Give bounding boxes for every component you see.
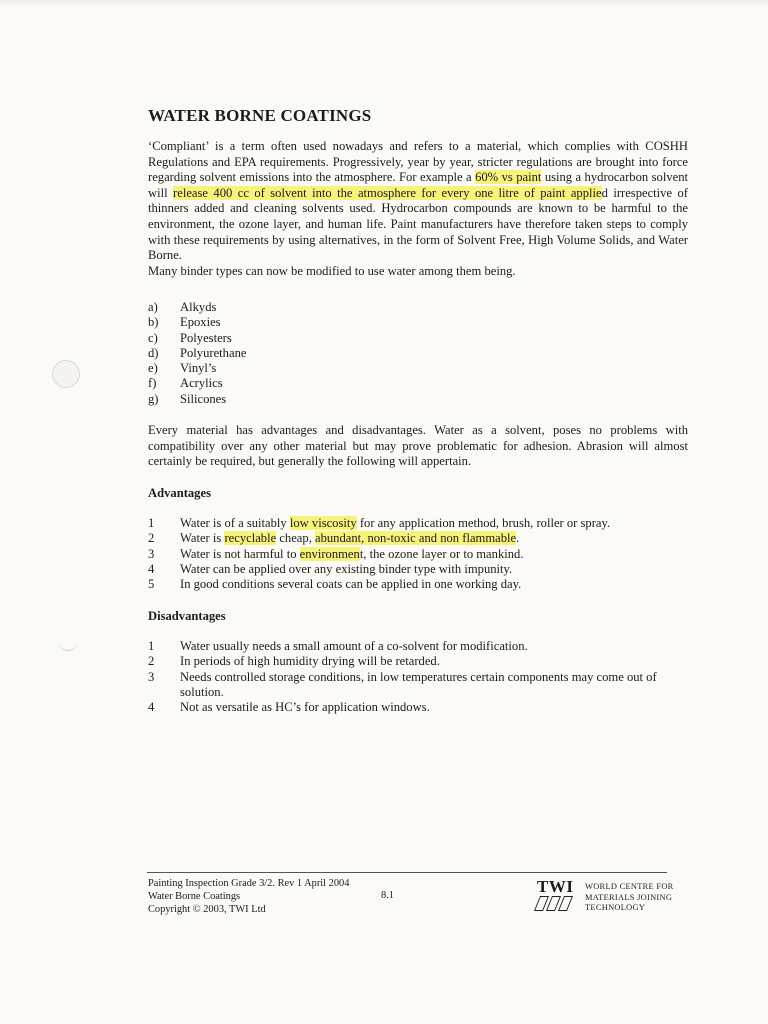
list-marker: g) bbox=[148, 391, 159, 406]
footer-rule bbox=[147, 872, 667, 873]
list-text: Alkyds bbox=[180, 300, 217, 314]
punch-hole bbox=[52, 360, 80, 388]
list-item bbox=[148, 300, 688, 315]
list-item bbox=[148, 562, 688, 577]
punch-hole-shadow bbox=[58, 630, 78, 651]
list-item bbox=[148, 376, 688, 391]
list-text: Water can be applied over any existing binder type with impunity. bbox=[180, 561, 513, 576]
list-text: Not as versatile as HC’s for application windows. bbox=[180, 700, 430, 715]
list-text: Epoxies bbox=[180, 315, 221, 330]
list-marker: e) bbox=[148, 361, 158, 376]
intro-paragraph bbox=[148, 139, 688, 279]
list-marker: a) bbox=[148, 300, 158, 314]
footer-section: Water Borne Coatings bbox=[148, 891, 241, 902]
list-item bbox=[148, 670, 688, 701]
intro-text: Many binder types can now be modified to use water among them being. bbox=[148, 263, 516, 278]
scan-edge bbox=[0, 0, 768, 6]
list-marker: b) bbox=[148, 315, 159, 330]
advantages-list bbox=[148, 516, 688, 592]
list-text: cheap, bbox=[276, 531, 315, 546]
footer-info bbox=[148, 877, 349, 916]
intro-text: d irrespective of thinners added and cleaning solvents used. Hydrocarbon compounds are known to be harmful to the environment, the ozone layer, and human life. Paint manufacturers have therefore taken steps to comply with these requirements by using alternatives, in the form of Solvent Free, High Volume Solids, and Water Borne. bbox=[148, 185, 688, 263]
list-item bbox=[148, 700, 688, 715]
list-text: Polyesters bbox=[180, 330, 232, 345]
list-number: 1 bbox=[148, 516, 155, 530]
highlight-release-solvent: release 400 cc of solvent into the atmosphere for every one litre of paint applie bbox=[173, 185, 602, 200]
page-title: WATER BORNE COATINGS bbox=[148, 106, 372, 125]
list-text: Water is bbox=[180, 531, 225, 546]
list-item bbox=[148, 315, 688, 330]
list-item bbox=[148, 346, 688, 361]
list-text: Vinyl’s bbox=[180, 361, 217, 376]
twi-logo bbox=[537, 879, 581, 911]
footer-course: Painting Inspection Grade 3/2. Rev 1 April 2004 bbox=[148, 878, 350, 889]
list-marker: f) bbox=[148, 376, 157, 391]
org-line: TECHNOLOGY bbox=[585, 903, 646, 913]
list-text: for any application method, brush, roller or spray. bbox=[356, 516, 611, 530]
footer-copyright: Copyright © 2003, TWI Ltd bbox=[148, 904, 266, 915]
advantages-heading: Advantages bbox=[148, 486, 211, 500]
org-line: MATERIALS JOINING bbox=[585, 892, 673, 902]
list-item bbox=[148, 639, 688, 654]
list-marker: c) bbox=[148, 330, 158, 345]
list-item bbox=[148, 577, 688, 592]
organization-name bbox=[585, 882, 674, 914]
highlight-environment: environmen bbox=[299, 546, 360, 561]
list-text: In good conditions several coats can be applied in one working day. bbox=[180, 577, 522, 592]
list-number: 3 bbox=[148, 669, 155, 684]
disadvantages-list bbox=[148, 639, 688, 715]
list-item bbox=[148, 516, 688, 531]
list-number: 5 bbox=[148, 577, 155, 592]
highlight-recyclable: recyclable bbox=[224, 531, 277, 546]
org-line: WORLD CENTRE FOR bbox=[585, 882, 674, 891]
list-text: t, the ozone layer or to mankind. bbox=[359, 546, 524, 561]
advantages-intro-paragraph: Every material has advantages and disadvantages. Water as a solvent, poses no problems with compatibility over any other material but may prove problematic for adhesion. Abrasion will almost certainly be required, but generally the following will appertain. bbox=[148, 423, 688, 469]
list-text: In periods of high humidity drying will be retarded. bbox=[180, 654, 440, 669]
list-text: Needs controlled storage conditions, in low temperatures certain components may come out of solution. bbox=[180, 669, 657, 699]
list-marker: d) bbox=[148, 345, 159, 360]
list-item bbox=[148, 547, 688, 562]
list-item bbox=[148, 531, 688, 546]
list-text: Water usually needs a small amount of a co-solvent for modification. bbox=[180, 639, 528, 653]
list-number: 2 bbox=[148, 654, 155, 669]
list-text: . bbox=[516, 531, 520, 546]
list-number: 4 bbox=[148, 561, 155, 576]
list-text: Acrylics bbox=[180, 376, 223, 391]
page-number: 8.1 bbox=[381, 890, 394, 901]
disadvantages-heading: Disadvantages bbox=[148, 609, 226, 623]
highlight-60-percent: 60% vs paint bbox=[475, 170, 542, 185]
twi-logo-text: TWI bbox=[537, 877, 574, 896]
list-item bbox=[148, 654, 688, 669]
highlight-low-viscosity: low viscosity bbox=[289, 516, 357, 530]
list-text: Polyurethane bbox=[180, 345, 247, 360]
logo-bar bbox=[558, 896, 573, 911]
list-item bbox=[148, 361, 688, 376]
list-number: 1 bbox=[148, 639, 155, 653]
list-text: Silicones bbox=[180, 391, 227, 406]
list-text: Water is of a suitably bbox=[180, 516, 290, 530]
binder-list bbox=[148, 300, 688, 407]
list-item bbox=[148, 331, 688, 346]
twi-logo-mark bbox=[537, 896, 581, 911]
intro-text: using a hydrocarbon solvent will bbox=[148, 170, 688, 200]
list-number: 2 bbox=[148, 531, 155, 546]
highlight-abundant: abundant, non-toxic and non flammable bbox=[315, 531, 517, 546]
list-number: 4 bbox=[148, 700, 155, 715]
list-text: Water is not harmful to bbox=[180, 546, 300, 561]
list-item bbox=[148, 392, 688, 407]
intro-text: ‘Compliant’ is a term often used nowadays and refers to a material, which complies with COSHH Regulations and EPA requirements. Progressively, year by year, stricter regulations are brought into force regarding solvent emissions into the atmosphere. For example a bbox=[148, 139, 688, 185]
list-number: 3 bbox=[148, 546, 155, 561]
